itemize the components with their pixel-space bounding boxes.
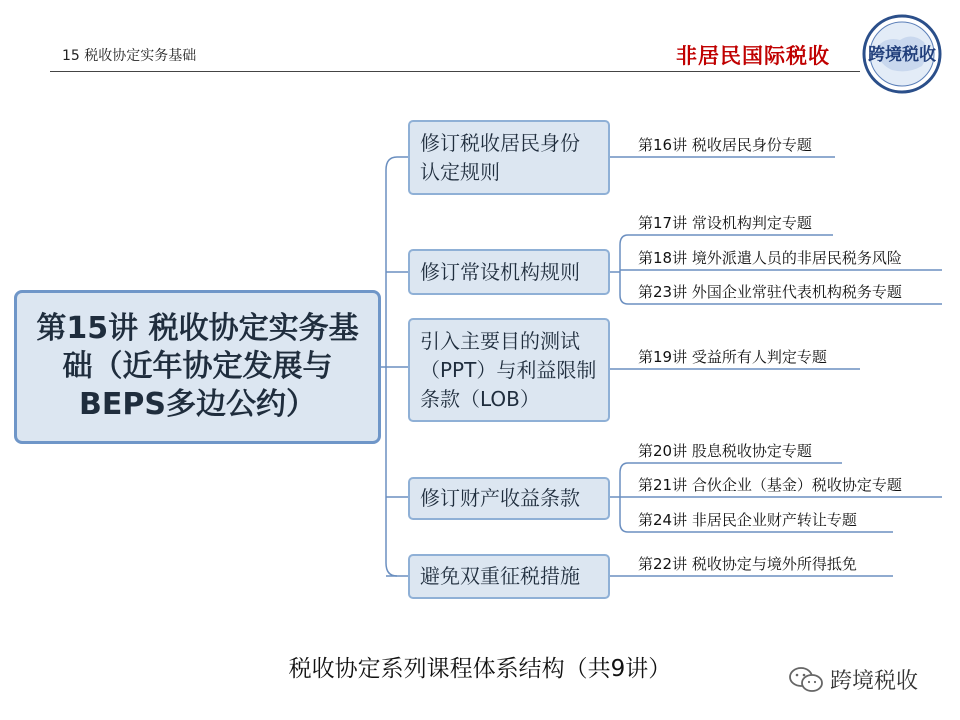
brand-title: 非居民国际税收 bbox=[676, 44, 830, 68]
leaf-lecture-24: 第24讲 非居民企业财产转让专题 bbox=[638, 511, 857, 529]
branch-double-taxation: 避免双重征税措施 bbox=[408, 554, 610, 599]
branch-residency: 修订税收居民身份认定规则 bbox=[408, 120, 610, 195]
logo-text: 跨境税收 bbox=[868, 45, 936, 65]
wechat-icon bbox=[788, 666, 824, 694]
watermark-text: 跨境税收 bbox=[830, 669, 919, 694]
leaf-lecture-17: 第17讲 常设机构判定专题 bbox=[638, 214, 812, 232]
leaf-lecture-23: 第23讲 外国企业常驻代表机构税务专题 bbox=[638, 283, 902, 301]
branch-ppt-lob: 引入主要目的测试（PPT）与利益限制条款（LOB） bbox=[408, 318, 610, 422]
leaf-lecture-22: 第22讲 税收协定与境外所得抵免 bbox=[638, 555, 857, 573]
watermark bbox=[788, 664, 918, 695]
slide-caption: 税收协定系列课程体系结构（共9讲） bbox=[288, 656, 672, 682]
leaf-lecture-21: 第21讲 合伙企业（基金）税收协定专题 bbox=[638, 476, 902, 494]
leaf-lecture-19: 第19讲 受益所有人判定专题 bbox=[638, 348, 827, 366]
leaf-lecture-20: 第20讲 股息税收协定专题 bbox=[638, 442, 812, 460]
leaf-lecture-18: 第18讲 境外派遣人员的非居民税务风险 bbox=[638, 249, 902, 267]
mindmap-root: 第15讲 税收协定实务基础（近年协定发展与BEPS多边公约） bbox=[14, 290, 381, 444]
branch-property-income: 修订财产收益条款 bbox=[408, 477, 610, 520]
leaf-lecture-16: 第16讲 税收居民身份专题 bbox=[638, 136, 812, 154]
lecture-label: 15 税收协定实务基础 bbox=[62, 48, 197, 64]
branch-permanent-establishment: 修订常设机构规则 bbox=[408, 249, 610, 295]
